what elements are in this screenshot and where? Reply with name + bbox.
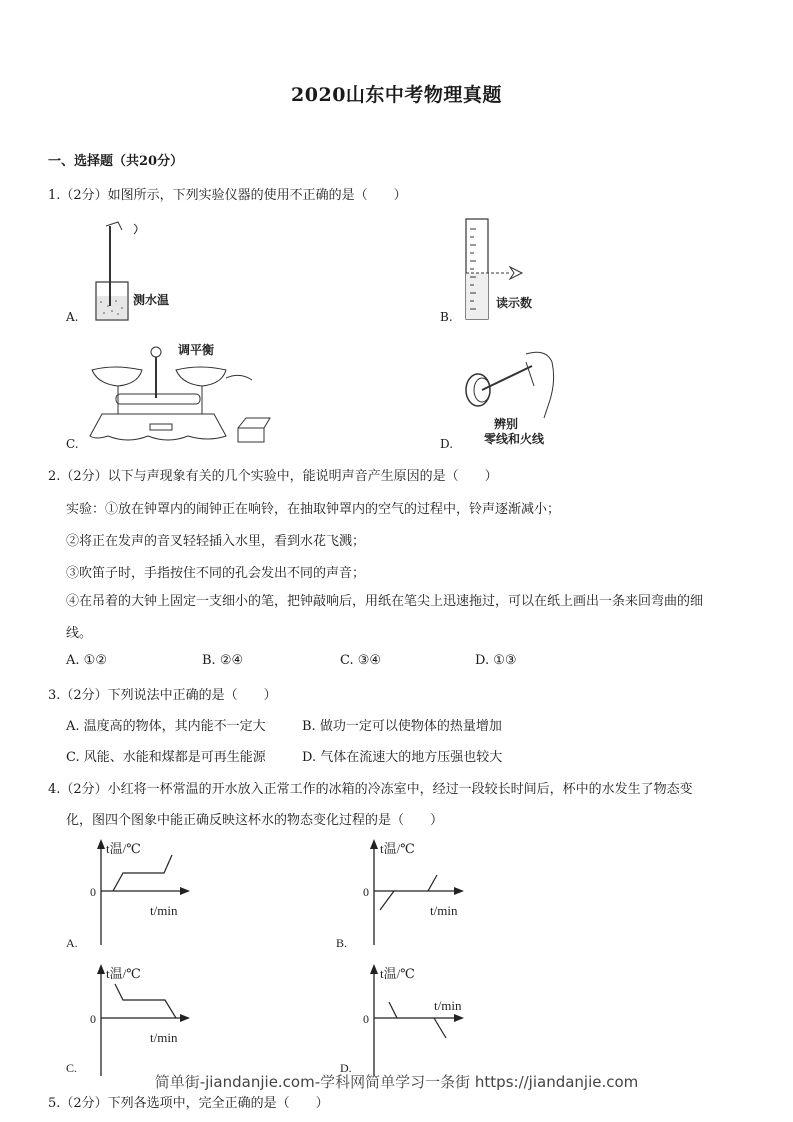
option-d: D. 气体在流速大的地方压强也较大 <box>302 750 503 765</box>
question-3 <box>48 684 277 703</box>
figure-caption: 调平衡 <box>178 343 215 357</box>
svg-text:t/min: t/min <box>430 903 458 918</box>
figure-caption: 读示数 <box>496 296 533 310</box>
graph-b <box>330 835 500 955</box>
question-4 <box>48 778 693 797</box>
svg-text:0: 0 <box>90 885 96 899</box>
section-heading: 一、选择题（共20分） <box>48 154 184 169</box>
svg-text:t温/℃: t温/℃ <box>106 966 141 981</box>
question-number: 2. <box>48 469 61 484</box>
option-b: B. ②④ <box>202 653 244 668</box>
question-number: 4. <box>48 782 61 797</box>
question-number: 3. <box>48 688 61 703</box>
figure-caption: 测水温 <box>133 293 170 307</box>
experiment-line-5: 线。 <box>66 626 93 641</box>
thermometer-beaker-figure <box>88 212 178 324</box>
test-pen-figure <box>460 340 570 450</box>
question-5 <box>48 1092 329 1111</box>
graduated-cylinder-figure <box>460 215 560 325</box>
question-number: 5. <box>48 1096 61 1111</box>
experiment-line-3: ③吹笛子时，手指按住不同的孔会发出不同的声音； <box>66 566 366 581</box>
option-a: A. 温度高的物体，其内能不一定大 <box>66 719 266 734</box>
svg-text:t/min: t/min <box>434 998 462 1013</box>
experiment-line-1: 实验：①放在钟罩内的闹钟正在响铃，在抽取钟罩内的空气的过程中，铃声逐渐减小； <box>66 502 561 517</box>
graph-d <box>330 960 500 1078</box>
svg-text:t/min: t/min <box>150 1030 178 1045</box>
question-stem: （2分）下列说法中正确的是（ ） <box>60 688 277 703</box>
option-b: B. 做功一定可以使物体的热量增加 <box>302 719 502 734</box>
option-c: C. 风能、水能和煤都是可再生能源 <box>66 750 266 765</box>
svg-text:t/min: t/min <box>150 903 178 918</box>
svg-text:0: 0 <box>363 885 369 899</box>
balance-scale-figure <box>88 338 288 450</box>
graph-a <box>60 835 230 955</box>
svg-text:t温/℃: t温/℃ <box>380 966 415 981</box>
watermark: 简单街-jiandanjie.com-学科网简单学习一条街 https://jiandanjie.com <box>154 1073 639 1091</box>
question-stem: （2分）以下与声现象有关的几个实验中，能说明声音产生原因的是（ ） <box>60 469 498 484</box>
svg-text:t温/℃: t温/℃ <box>106 841 141 856</box>
svg-text:B.: B. <box>336 936 348 950</box>
figure-caption-line1: 辨别 <box>494 417 519 431</box>
option-label-c: C. <box>66 437 79 451</box>
option-a: A. ①② <box>66 653 107 668</box>
svg-text:0: 0 <box>90 1012 96 1026</box>
figure-caption-line2: 零线和火线 <box>484 432 545 446</box>
graph-c <box>60 960 230 1078</box>
option-c: C. ③④ <box>340 653 382 668</box>
question-1 <box>48 184 407 203</box>
svg-text:A.: A. <box>66 936 78 950</box>
question-stem: （2分）下列各选项中，完全正确的是（ ） <box>60 1096 329 1111</box>
experiment-line-2: ②将正在发声的音叉轻轻插入水里，看到水花飞溅； <box>66 534 366 549</box>
svg-text:t温/℃: t温/℃ <box>380 841 415 856</box>
option-label-d: D. <box>440 437 454 451</box>
experiment-line-4: ④在吊着的大钟上固定一支细小的笔，把钟敲响后，用纸在笔尖上迅速拖过，可以在纸上画出一条来回弯曲的细 <box>66 594 704 609</box>
question-stem: （2分）小红将一杯常温的开水放入正常工作的冰箱的冷冻室中，经过一段较长时间后，杯中的水发生了物态变 <box>60 782 693 797</box>
question-stem: （2分）如图所示，下列实验仪器的使用不正确的是（ ） <box>60 188 407 203</box>
svg-text:0: 0 <box>363 1012 369 1026</box>
option-d: D. ①③ <box>475 653 517 668</box>
question-4-cont: 化，图四个图象中能正确反映这杯水的物态变化过程的是（ ） <box>66 813 444 828</box>
svg-text:C.: C. <box>66 1061 78 1075</box>
svg-text:D.: D. <box>340 1061 352 1075</box>
option-label-a: A. <box>66 310 79 324</box>
question-2 <box>48 465 498 484</box>
document-title: 2020山东中考物理真题 <box>291 84 502 106</box>
option-label-b: B. <box>440 310 453 324</box>
question-number: 1. <box>48 188 61 203</box>
